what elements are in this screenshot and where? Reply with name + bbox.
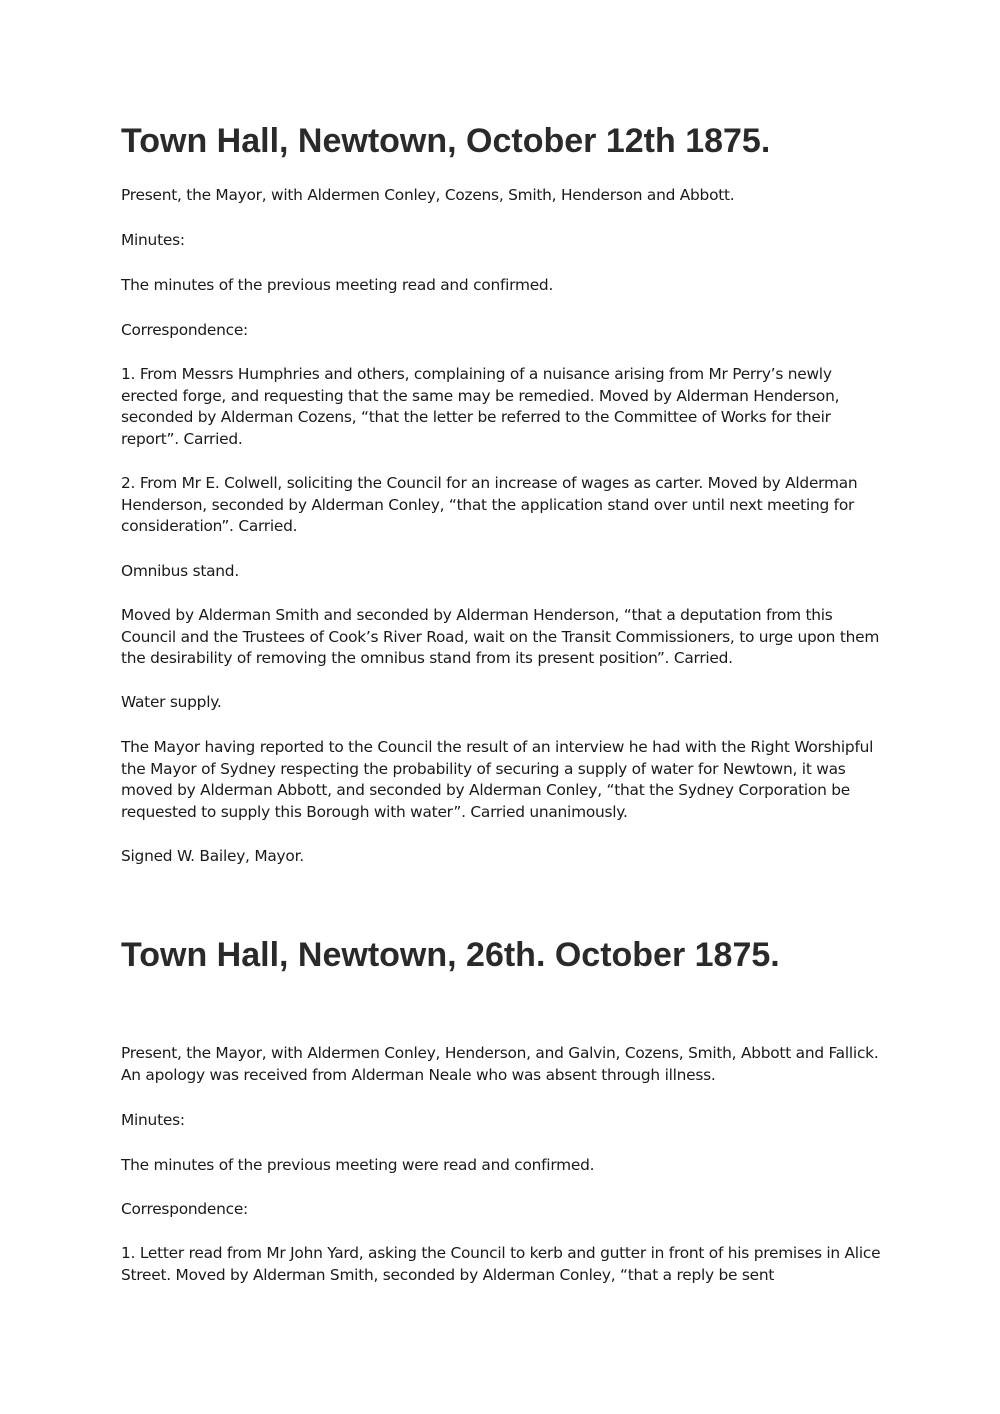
meeting-2-correspondence-heading: Correspondence: [121, 1200, 248, 1218]
meeting-1-correspondence-item-2: 2. From Mr E. Colwell, soliciting the Council for an increase of wages as carter. Moved by Alderman Henderson, seconded by Alderman Conley, “that the application stand over until next meeting for consideration”. Carried. [121, 474, 858, 536]
meeting-1-present: Present, the Mayor, with Aldermen Conley, Cozens, Smith, Henderson and Abbott. [121, 186, 735, 204]
meeting-1-omnibus-text: Moved by Alderman Smith and seconded by Alderman Henderson, “that a deputation from this Council and the Trustees of Cook’s River Road, wait on the Transit Commissioners, to urge upon them the desirability of removing the omnibus stand from its present position”. Carried. [121, 606, 880, 668]
meeting-1-correspondence-item-1: 1. From Messrs Humphries and others, complaining of a nuisance arising from Mr Perry’s newly erected forge, and requesting that the same may be remedied. Moved by Alderman Henderson, seconded by Alderman Cozens, “that the letter be referred to the Committee of Works for their report”. Carried. [121, 365, 840, 448]
meeting-2-present: Present, the Mayor, with Aldermen Conley, Henderson, and Galvin, Cozens, Smith, Abbott and Fallick. An apology was received from Alderman Neale who was absent through illness. [121, 1044, 879, 1084]
meeting-1-water-heading: Water supply. [121, 693, 222, 711]
meeting-1-title: Town Hall, Newtown, October 12th 1875. [121, 122, 771, 160]
meeting-1-water-text: The Mayor having reported to the Council the result of an interview he had with the Right Worshipful the Mayor of Sydney respecting the probability of securing a supply of water for Newtown, it was moved by Alderman Abbott, and seconded by Alderman Conley, “that the Sydney Corporation be requested to supply this Borough with water”. Carried unanimously. [121, 738, 874, 821]
meeting-1-signature: Signed W. Bailey, Mayor. [121, 847, 304, 865]
meeting-2-minutes-text: The minutes of the previous meeting were read and confirmed. [121, 1156, 595, 1174]
meeting-1-minutes-heading: Minutes: [121, 231, 185, 249]
meeting-2-correspondence-item-1: 1. Letter read from Mr John Yard, asking the Council to kerb and gutter in front of his premises in Alice Street. Moved by Alderman Smith, seconded by Alderman Conley, “that a reply be sent [121, 1244, 881, 1284]
meeting-1-minutes-text: The minutes of the previous meeting read and confirmed. [121, 276, 554, 294]
meeting-1-correspondence-heading: Correspondence: [121, 321, 248, 339]
meeting-1-omnibus-heading: Omnibus stand. [121, 562, 239, 580]
meeting-2-title: Town Hall, Newtown, 26th. October 1875. [121, 936, 780, 974]
meeting-2-minutes-heading: Minutes: [121, 1111, 185, 1129]
